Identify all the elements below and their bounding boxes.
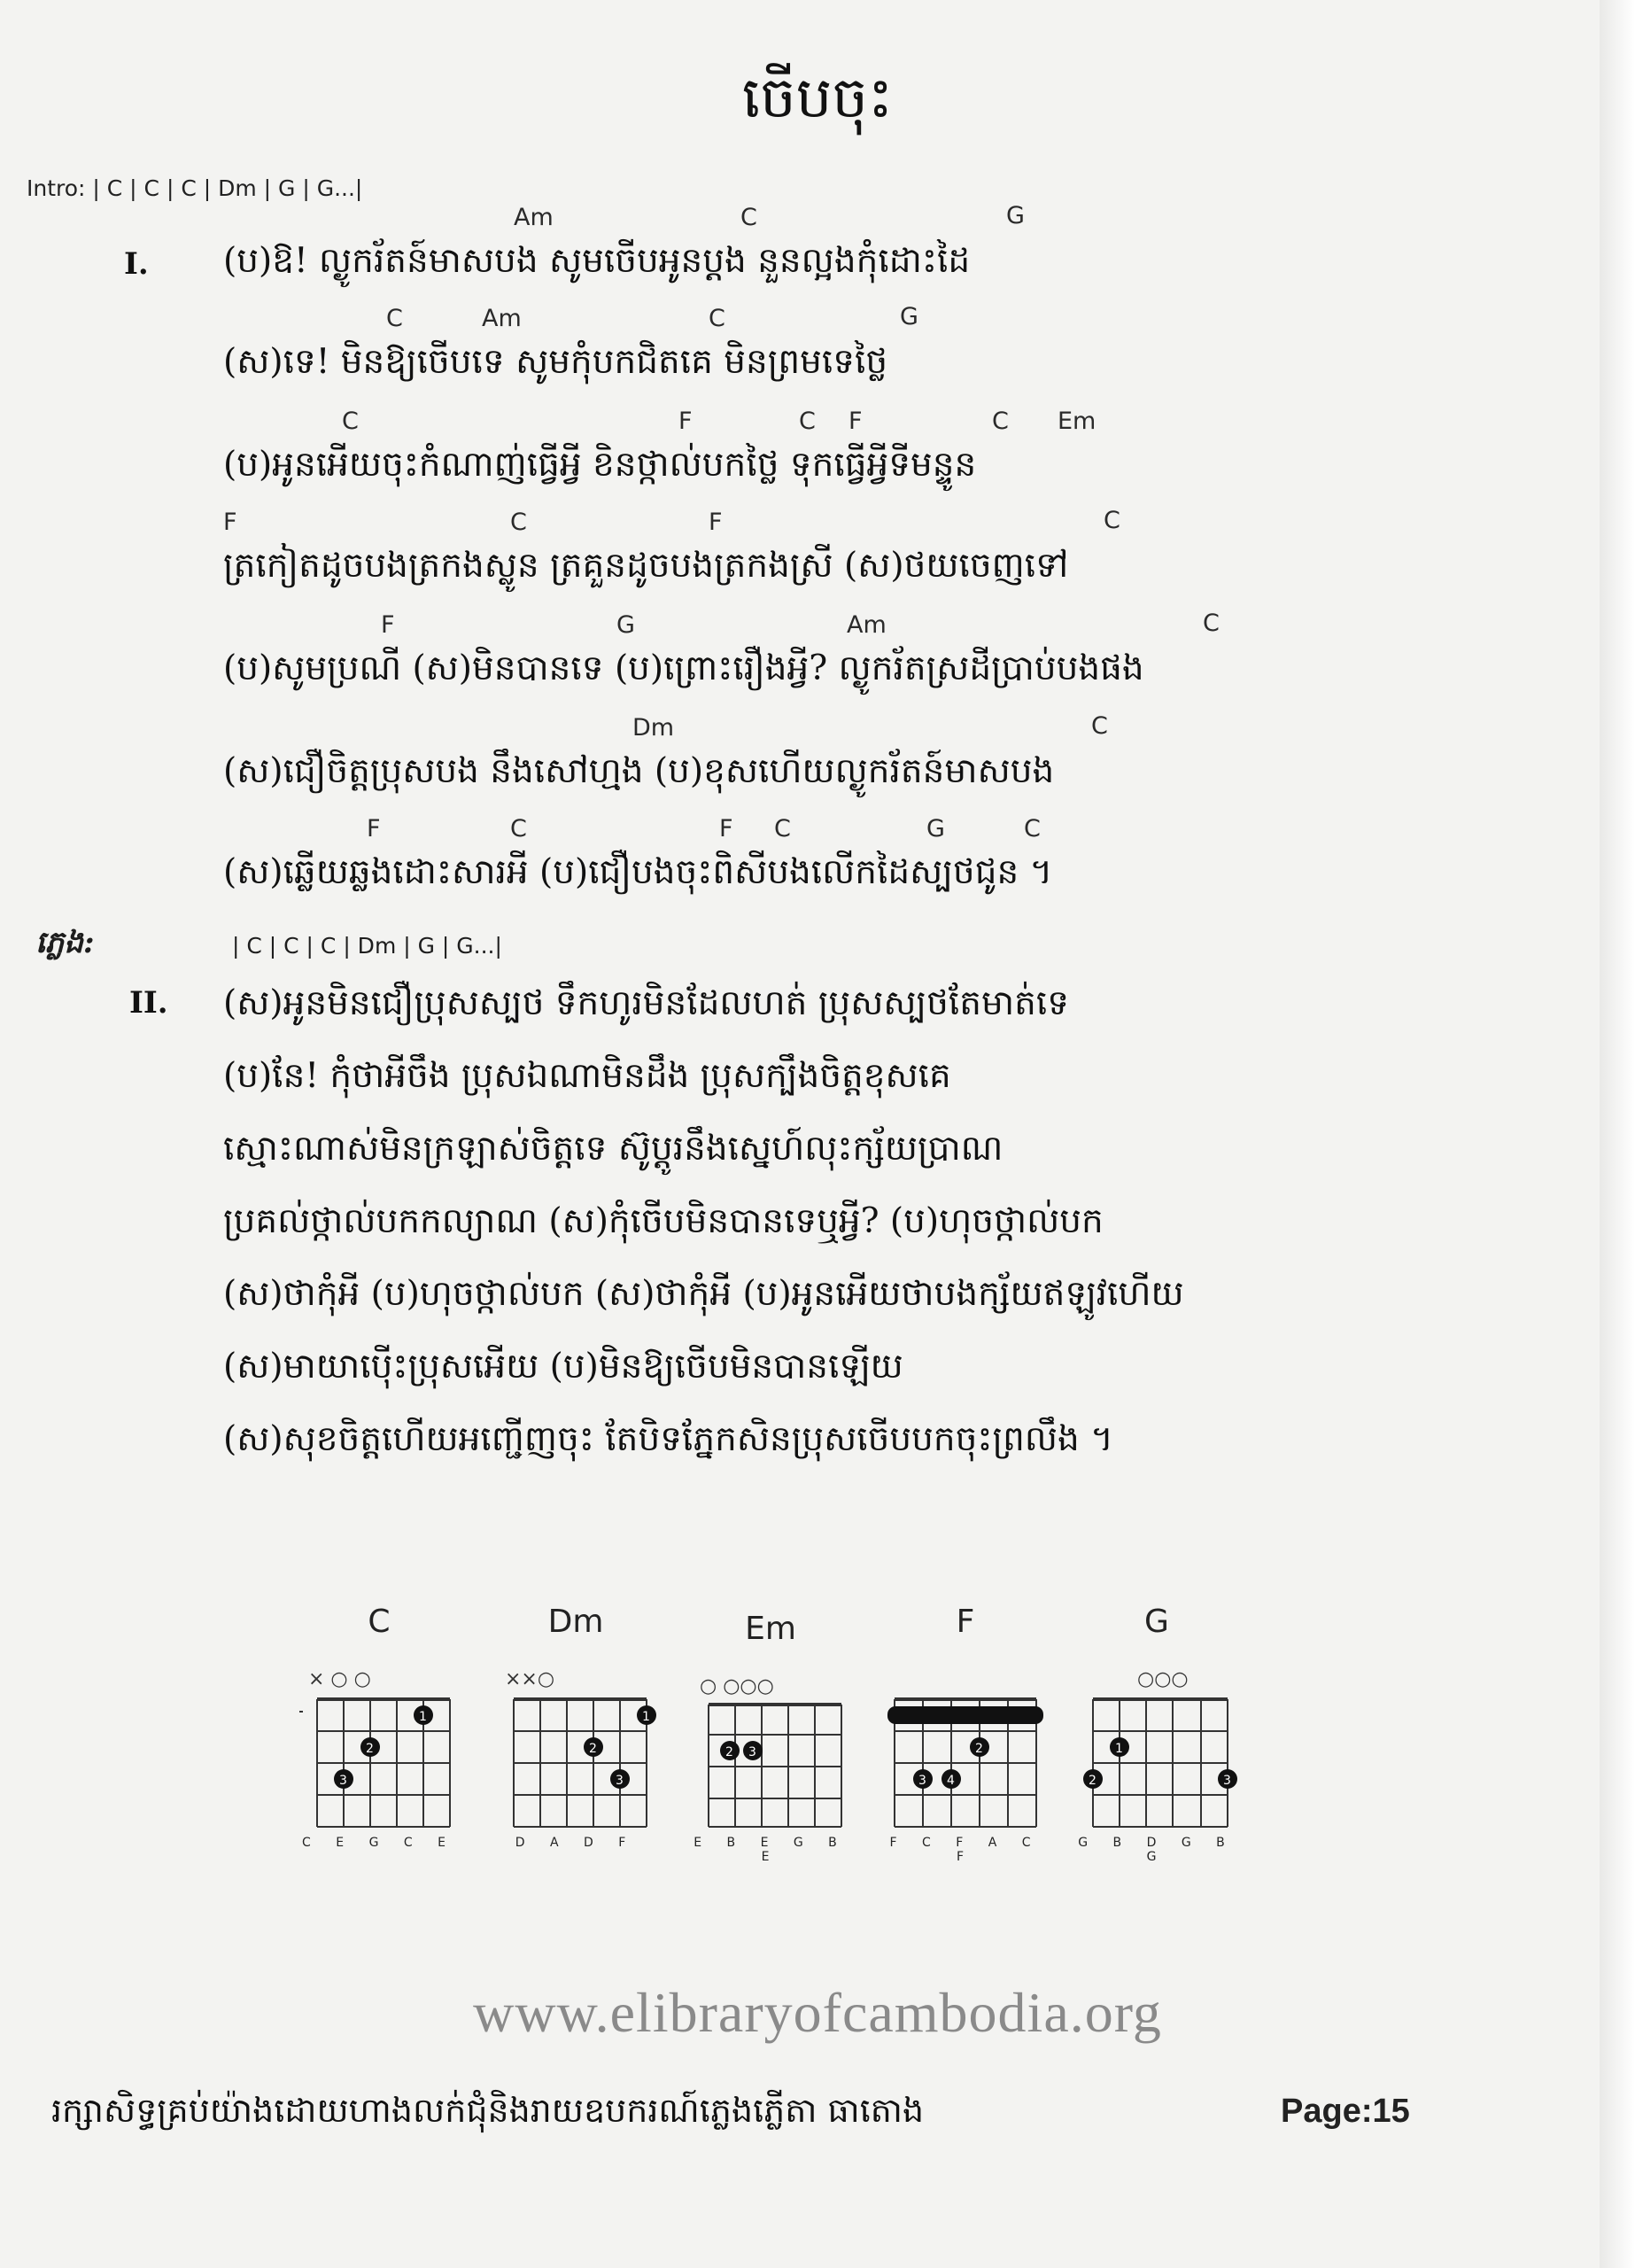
footer-copyright: រក្សាសិទ្ធគ្រប់យ៉ាងដោយហាងលក់ជុំនិងរាយឧបករណ៍ភ្លេងភ្លើតា ធាតោង <box>51 2091 925 2130</box>
website-link[interactable]: www.elibraryofcambodia.org <box>473 1981 1162 2044</box>
verse-2-line-2: (ប)នែ! កុំថាអីចឹង ប្រុសឯណាមិនដឹង ប្រុសក្បឹងចិត្តខុសគេ <box>223 1056 951 1096</box>
chord: C <box>342 408 359 435</box>
chord: G <box>1006 202 1025 229</box>
verse-1-line-2 <box>0 299 1635 402</box>
fretboard-f <box>877 1595 1054 1843</box>
chord: F <box>709 509 723 536</box>
chord: F <box>367 815 381 843</box>
verse-2-line-6: (ស)មាយាប៉ើះប្រុសអើយ (ប)មិនឱ្យចើបមិនបានឡើយ <box>223 1347 903 1386</box>
lyric: (ប)សូមប្រណី (ស)មិនបានទេ (ប)ព្រោះរឿងអ្វី? ល្ងូករ័តស្រដីប្រាប់បងផង <box>223 649 1144 688</box>
chord: F <box>719 815 733 843</box>
lyric: (ស)ទេ! មិនឱ្យចើបទេ សូមកុំបកជិតគេ មិនព្រមទេថ្លៃ <box>223 342 888 382</box>
svg-text:3: 3 <box>339 1774 347 1788</box>
open-string-marks: × ○ ○ <box>308 1668 371 1690</box>
chord: C <box>992 408 1009 435</box>
svg-text:3: 3 <box>918 1774 926 1788</box>
lyric: (ស)ជឿចិត្តប្រុសបង នឹងសៅហ្មង (ប)ខុសហើយល្ងូករ័តន៍មាសបង <box>223 751 1055 791</box>
verse-2-line-3: ស្មោះណាស់មិនក្រឡាស់ចិត្តទេ ស៊ូប្តូរនឹងស្នេហ៍លុះក្ស័យប្រាណ <box>223 1129 1003 1169</box>
fretboard-g <box>1068 1595 1245 1843</box>
song-title: ចើបចុះ <box>741 66 894 131</box>
svg-text:1: 1 <box>642 1710 650 1724</box>
chord-notes: E B E G B E <box>694 1836 848 1864</box>
chord: F <box>381 611 395 639</box>
svg-text:1: 1 <box>419 1710 427 1724</box>
fretboard-em <box>682 1595 859 1843</box>
intro-chords: Intro: | C | C | C | Dm | G | G...| <box>27 175 363 201</box>
svg-text:3: 3 <box>1223 1774 1231 1788</box>
chord: C <box>1091 712 1108 740</box>
chord: Em <box>1058 408 1096 435</box>
svg-text:2: 2 <box>589 1742 597 1756</box>
verse-1-line-4 <box>0 505 1635 608</box>
svg-text:2: 2 <box>725 1745 733 1759</box>
chord: Dm <box>632 714 675 742</box>
chord: Am <box>847 611 887 639</box>
chord: G <box>900 303 918 330</box>
verse-1-line-3 <box>0 402 1635 505</box>
verse-1-label: I. <box>124 246 149 282</box>
interlude-label: ភ្លេង: <box>35 925 95 960</box>
chord: C <box>774 815 791 843</box>
lyric: (ប)អូនអើយចុះកំណាញ់ធ្វើអ្វី ខិនថ្កាល់បកថ្លៃ ទុកធ្វើអ្វីទីមន្ទូន <box>223 445 977 485</box>
svg-text:3: 3 <box>616 1774 624 1788</box>
chord: C <box>510 509 527 536</box>
page-number: Page:15 <box>1281 2093 1410 2130</box>
svg-text:2: 2 <box>975 1742 983 1756</box>
chord-diagram-name: Dm <box>547 1604 604 1640</box>
chord-diagram-name: Em <box>745 1611 796 1647</box>
chord-diagram-f <box>877 1595 1054 1864</box>
chord: C <box>1104 507 1120 534</box>
lyric: ត្រកៀតដូចបងត្រកងស្លូន ត្រគួនដូចបងត្រកងស្រី (ស)ថយចេញទៅ <box>223 546 1069 586</box>
chord-diagram-name: C <box>368 1604 391 1640</box>
chord: C <box>740 204 757 231</box>
barre-bar <box>887 1706 1043 1724</box>
chord: C <box>1203 610 1220 637</box>
chord-diagram-c <box>291 1595 468 1860</box>
chord: Am <box>514 204 554 231</box>
lyric: (ប)ឱ! ល្ងូករ័តន៍មាសបង សូមចើបអូនប្តង នួនល្អងកុំដោះដៃ <box>223 241 971 281</box>
chord-notes: C E G C E <box>302 1836 456 1850</box>
verse-2-line-4: ប្រគល់ថ្កាល់បកកល្យាណ (ស)កុំចើបមិនបានទេឬអ្វី? (ប)ហុចថ្កាល់បក <box>223 1201 1104 1241</box>
verse-2-line-5: (ស)ថាកុំអី (ប)ហុចថ្កាល់បក (ស)ថាកុំអី (ប)អូនអើយថាបងក្ស័យឥឡូវហើយ <box>223 1274 1184 1314</box>
chord-notes: D A D F <box>515 1836 637 1850</box>
chord: C <box>1024 815 1041 843</box>
fretboard-c <box>291 1595 468 1843</box>
svg-text:2: 2 <box>1089 1774 1096 1788</box>
lyric: (ស)ឆ្លើយឆ្លងដោះសារអី (ប)ជឿបងចុះពិសីបងលើកដៃស្បថជូន ។ <box>223 852 1053 892</box>
chord: F <box>848 408 863 435</box>
verse-1-line-1 <box>0 197 1635 299</box>
interlude-chords: | C | C | C | Dm | G | G...| <box>232 933 502 959</box>
svg-text:2: 2 <box>366 1742 374 1756</box>
chord-diagram-g <box>1068 1595 1245 1864</box>
verse-2-line-7: (ស)សុខចិត្តហើយអញ្ជើញចុះ តែបិទភ្នែកសិនប្រុសចើបបកចុះព្រលឹង ។ <box>223 1419 1113 1459</box>
chord: C <box>386 305 403 332</box>
chord-diagram-em <box>682 1595 859 1864</box>
chord: C <box>799 408 816 435</box>
chord: G <box>616 611 635 639</box>
open-string-marks: ○ ○○○ <box>700 1675 774 1697</box>
open-string-marks: ○○○ <box>1137 1668 1189 1690</box>
chord-notes: F C F A C F <box>889 1836 1042 1864</box>
chord-notes: G B D G B G <box>1078 1836 1236 1864</box>
fretboard-dm <box>487 1595 664 1843</box>
verse-1-line-6 <box>0 711 1635 813</box>
verse-2-line-1: (ស)អូនមិនជឿប្រុសស្បថ ទឹកហូរមិនដែលហត់ ប្រុសស្បថតែមាត់ទេ <box>223 983 1070 1023</box>
chord: G <box>926 815 945 843</box>
open-string-marks: ××○ <box>505 1668 555 1690</box>
svg-text:3: 3 <box>748 1745 756 1759</box>
svg-text:4: 4 <box>947 1774 955 1788</box>
chord: C <box>510 815 527 843</box>
chord-diagram-name: G <box>1144 1604 1169 1640</box>
verse-1-line-5 <box>0 608 1635 711</box>
chord: F <box>223 509 237 536</box>
chord: Am <box>482 305 522 332</box>
chord-diagram-name: F <box>956 1604 975 1640</box>
verse-2-label: II. <box>129 985 168 1021</box>
chord-diagram-dm <box>487 1595 664 1860</box>
svg-text:1: 1 <box>1115 1742 1123 1756</box>
verse-1-line-7 <box>0 813 1635 916</box>
chord: C <box>709 305 725 332</box>
chord: F <box>678 408 693 435</box>
